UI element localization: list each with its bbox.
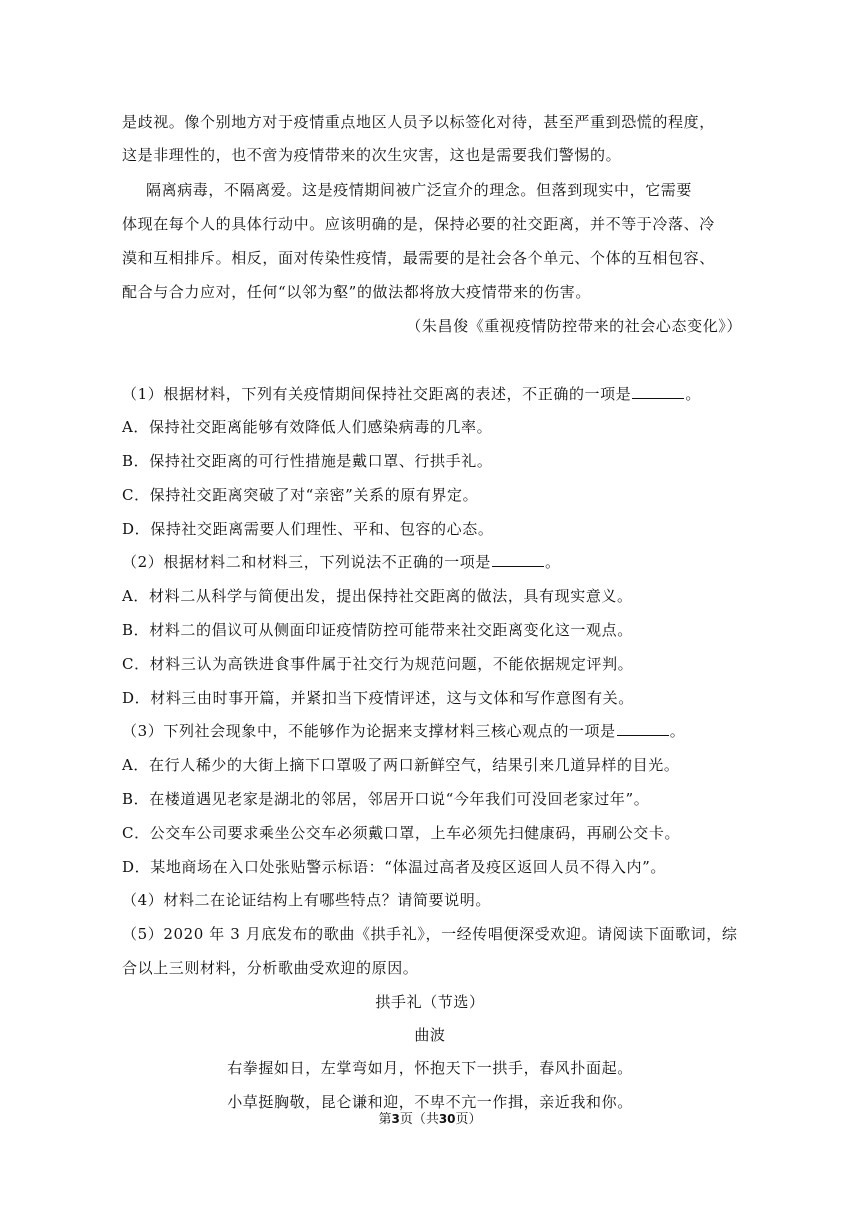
question-3-option-d: D．某地商场在入口处张贴警示标语：“体温过高者及疫区返回人员不得入内”。 (122, 858, 666, 876)
question-1-stem (122, 384, 742, 404)
passage-line: 配合与合力应对，任何“以邻为壑”的做法都将放大疫情带来的伤害。 (122, 283, 591, 301)
question-stem-text: （3）下列社会现象中，不能够作为论据来支撑材料三核心观点的一项是 (122, 722, 616, 740)
footer-prefix: 第 (378, 1112, 392, 1127)
poem-author: 曲波 (414, 1026, 446, 1044)
question-3-option-c: C．公交车公司要求乘坐公交车必须戴口罩，上车必须先扫健康码，再刷公交卡。 (122, 824, 681, 842)
question-2-option-b: B．材料二的倡议可从侧面印证疫情防控可能带来社交距离变化这一观点。 (122, 621, 633, 639)
passage-line: 是歧视。像个别地方对于疫情重点地区人员予以标签化对待，甚至严重到恐慌的程度， (122, 113, 715, 131)
poem-line: 小草挺胸敬，昆仑谦和迎，不卑不亢一作揖，亲近我和你。 (227, 1093, 633, 1111)
answer-blank (617, 721, 669, 736)
passage-line: 体现在每个人的具体行动中。应该明确的是，保持必要的社交距离，并不等于冷落、冷 (122, 215, 715, 233)
question-3-option-b: B．在楼道遇见老家是湖北的邻居，邻居开口说“今年我们可没回老家过年”。 (122, 790, 650, 808)
question-1-option-c: C．保持社交距离突破了对“亲密”关系的原有界定。 (122, 486, 479, 504)
poem-title: 拱手礼（节选） (375, 993, 485, 1011)
question-stem-text: （2）根据材料二和材料三，下列说法不正确的一项是 (122, 553, 491, 571)
passage-line: 这是非理性的，也不啻为疫情带来的次生灾害，这也是需要我们警惕的。 (122, 146, 622, 164)
question-1-option-b: B．保持社交距离的可行性措施是戴口罩、行拱手礼。 (122, 452, 493, 470)
question-2-option-d: D．材料三由时事开篇，并紧扣当下疫情评述，这与文体和写作意图有关。 (122, 689, 634, 707)
question-5-stem-line: （5）2020 年 3 月底发布的歌曲《拱手礼》，一经传唱便深受欢迎。请阅读下面歌词，综 (122, 925, 738, 943)
question-stem-end: 。 (669, 722, 686, 740)
footer-mid: 页（共 (399, 1112, 439, 1127)
footer-suffix: 页） (455, 1112, 482, 1127)
question-1-option-d: D．保持社交距离需要人们理性、平和、包容的心态。 (122, 520, 494, 538)
question-3-option-a: A．在行人稀少的大街上摘下口罩吸了两口新鲜空气，结果引来几道异样的目光。 (122, 756, 680, 774)
question-5-stem-line: 合以上三则材料，分析歌曲受欢迎的原因。 (122, 959, 419, 977)
answer-blank (632, 384, 684, 399)
question-3-stem (122, 721, 742, 741)
passage-line: 隔离病毒，不隔离爱。这是疫情期间被广泛宣介的理念。但落到现实中，它需要 (146, 181, 693, 199)
question-2-option-c: C．材料三认为高铁进食事件属于社交行为规范问题，不能依据规定评判。 (122, 655, 634, 673)
question-4-stem: （4）材料二在论证结构上有哪些特点？请简要说明。 (122, 891, 491, 909)
passage-line: 漠和互相排斥。相反，面对传染性疫情，最需要的是社会各个单元、个体的互相包容、 (122, 249, 715, 267)
question-2-option-a: A．材料二从科学与简便出发，提出保持社交距离的做法，具有现实意义。 (122, 587, 633, 605)
question-2-stem (122, 552, 742, 572)
question-stem-end: 。 (685, 385, 701, 403)
footer-total-pages: 30 (438, 1112, 456, 1126)
poem-line: 右拳握如日，左掌弯如月，怀抱天下一拱手，春风扑面起。 (227, 1059, 633, 1077)
question-stem-end: 。 (544, 553, 561, 571)
passage-source: （朱昌俊《重视疫情防控带来的社会心态变化》） (406, 317, 742, 335)
question-stem-text: （1）根据材料，下列有关疫情期间保持社交距离的表述，不正确的一项是 (122, 385, 632, 403)
question-1-option-a: A．保持社交距离能够有效降低人们感染病毒的几率。 (122, 418, 493, 436)
answer-blank (492, 552, 544, 567)
footer-page-number: 3 (391, 1112, 400, 1126)
page-footer (0, 1110, 860, 1129)
